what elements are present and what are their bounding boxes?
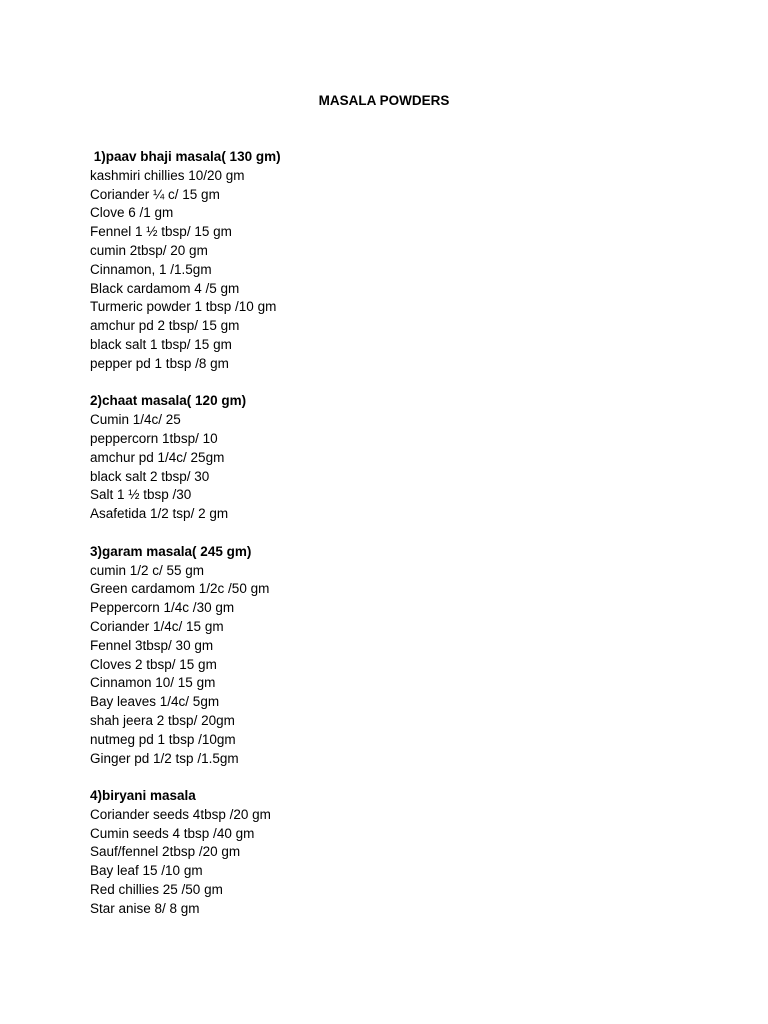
section-heading: 1)paav bhaji masala( 130 gm) bbox=[90, 149, 281, 164]
ingredient-line: amchur pd 1/4c/ 25gm bbox=[90, 449, 225, 465]
ingredient-line: Cinnamon 10/ 15 gm bbox=[90, 675, 216, 691]
ingredient-line: Fennel 1 ½ tbsp/ 15 gm bbox=[90, 224, 232, 240]
ingredient-line: Coriander seeds 4tbsp /20 gm bbox=[90, 806, 271, 822]
ingredient-line: Cinnamon, 1 /1.5gm bbox=[90, 261, 212, 277]
ingredient-line: kashmiri chillies 10/20 gm bbox=[90, 167, 245, 183]
section-heading: 2)chaat masala( 120 gm) bbox=[90, 393, 247, 409]
ingredient-line: Peppercorn 1/4c /30 gm bbox=[90, 600, 235, 616]
ingredient-line: Cumin 1/4c/ 25 bbox=[90, 412, 181, 428]
ingredient-line: Sauf/fennel 2tbsp /20 gm bbox=[90, 844, 241, 860]
ingredient-line: black salt 1 tbsp/ 15 gm bbox=[90, 336, 232, 352]
ingredient-line: Bay leaf 15 /10 gm bbox=[90, 863, 203, 879]
ingredient-line: Clove 6 /1 gm bbox=[90, 205, 174, 221]
ingredient-line: cumin 2tbsp/ 20 gm bbox=[90, 242, 208, 258]
ingredient-line: Green cardamom 1/2c /50 gm bbox=[90, 581, 270, 597]
ingredient-line: Coriander ¼ c/ 15 gm bbox=[90, 186, 220, 202]
document-title: MASALA POWDERS bbox=[318, 93, 450, 108]
ingredient-line: peppercorn 1tbsp/ 10 bbox=[90, 430, 218, 446]
ingredient-line: Cloves 2 tbsp/ 15 gm bbox=[90, 656, 217, 672]
section-heading: 4)biryani masala bbox=[90, 788, 196, 804]
ingredient-line: Cumin seeds 4 tbsp /40 gm bbox=[90, 825, 255, 841]
ingredient-line: Red chillies 25 /50 gm bbox=[90, 882, 223, 898]
ingredient-line: Fennel 3tbsp/ 30 gm bbox=[90, 637, 214, 653]
ingredient-line: black salt 2 tbsp/ 30 bbox=[90, 468, 210, 484]
recipe-section-paav-bhaji bbox=[90, 148, 710, 374]
ingredient-line: Bay leaves 1/4c/ 5gm bbox=[90, 694, 220, 710]
ingredient-line: shah jeera 2 tbsp/ 20gm bbox=[90, 712, 235, 728]
recipe-section-chaat bbox=[90, 392, 710, 524]
recipe-section-garam bbox=[90, 543, 710, 769]
ingredient-line: Star anise 8/ 8 gm bbox=[90, 900, 200, 916]
ingredient-line: Coriander 1/4c/ 15 gm bbox=[90, 618, 224, 634]
ingredient-line: nutmeg pd 1 tbsp /10gm bbox=[90, 731, 236, 747]
ingredient-line: pepper pd 1 tbsp /8 gm bbox=[90, 355, 229, 371]
document-body bbox=[90, 148, 710, 937]
section-heading: 3)garam masala( 245 gm) bbox=[90, 543, 252, 559]
ingredient-line: Ginger pd 1/2 tsp /1.5gm bbox=[90, 750, 239, 766]
recipe-section-biryani bbox=[90, 787, 710, 919]
ingredient-line: Salt 1 ½ tbsp /30 bbox=[90, 487, 192, 503]
ingredient-line: Black cardamom 4 /5 gm bbox=[90, 280, 240, 296]
ingredient-line: Asafetida 1/2 tsp/ 2 gm bbox=[90, 506, 229, 522]
ingredient-line: amchur pd 2 tbsp/ 15 gm bbox=[90, 318, 240, 334]
ingredient-line: cumin 1/2 c/ 55 gm bbox=[90, 562, 205, 578]
ingredient-line: Turmeric powder 1 tbsp /10 gm bbox=[90, 299, 277, 315]
